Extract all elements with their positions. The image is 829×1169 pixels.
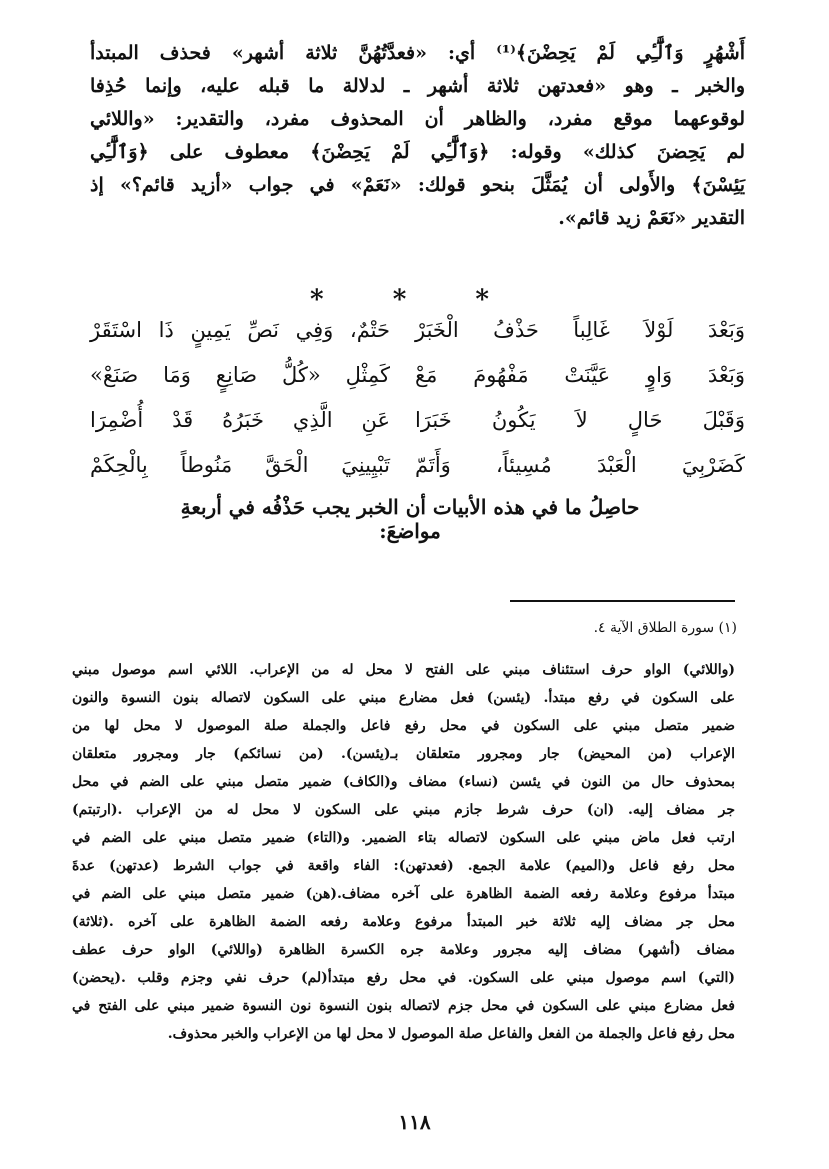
- poem-verse-first-half: وَقَبْلَ حَالٍ لاَ يَكُونُ خَبَرَا: [415, 408, 745, 432]
- annotation-line: (واللائي) الواو حرف استئناف مبني على الفتح لا محل له من الإعراب. اللائي اسم موصول مبني: [72, 662, 735, 678]
- annotation-line: بمحذوف حال من النون في يئسن (نساء) مضاف و(الكاف) ضمير متصل مبني على الضم في محل: [72, 774, 735, 790]
- annotation-line: ضمير متصل مبني على السكون في محل رفع فاعل والجملة صلة الموصول لا محل لها من: [72, 718, 735, 734]
- annotation-line: جر مضاف إليه. (ان) حرف شرط جازم مبني على السكون لا محل له من الإعراب .(ارتبتم): [72, 802, 735, 818]
- footnote: (١) سورة الطلاق الآية ٤.: [593, 620, 737, 636]
- annotation-line: الإعراب (من المحيض) جار ومجرور متعلقان بـ(يئسن). (من نسائكم) جار ومجرور متعلقان: [72, 746, 735, 762]
- poem-verse-first-half: كَضَرْبِيَ الْعَبْدَ مُسِيئاً، وَأَتَمّ: [415, 453, 745, 477]
- footnote-divider: [510, 600, 735, 602]
- main-line: يَئِسْنَ﴾ والأَولى أن يُمَثَّلَ بنحو قولك: «نَعَمْ» في جواب «أزيد قائم؟» إذ: [90, 174, 745, 196]
- annotation-line: محل رفع فاعل و(الميم) علامة الجمع. (فعدتهن): الفاء واقعة في جواب الشرط (عدتهن) عدةَ: [72, 858, 735, 874]
- main-line: التقدير «نَعَمْ زيد قائم».: [558, 207, 745, 229]
- annotation-line: محل رفع فاعل والجملة من الفعل والفاعل صلة الموصول لا محل لها من الإعراب والخبر محذوف.: [167, 1026, 735, 1042]
- main-line: والخبر ـ وهو «فعدتهن ثلاثة أشهر ـ لدلالة ما قبله عليه، وإنما حُذِفا: [90, 75, 745, 97]
- poem-verse-first-half: وَبَعْدَ لَوْلاَ غَالِباً حَذْفُ الْخَبَرْ: [415, 318, 745, 342]
- main-line: لم يَحِضنَ كذلك» وقوله: ﴿وَٱلَّٰٓـِٔي لَمْ يَحِضْنَ﴾ معطوف على ﴿وَٱلَّٰٓـِٔي: [90, 141, 745, 163]
- poem-verse-first-half: وَبَعْدَ وَاوٍ عَيَّنَتْ مَفْهُومَ مَعْ: [415, 363, 745, 387]
- poem-verse-second-half: حَتْمٌ، وَفِي نَصِّ يَمِينٍ ذَا اسْتَقَرْ: [90, 318, 390, 342]
- annotation-line: مبتدأ مرفوع وعلامة رفعه الضمة الظاهرة على آخره مضاف.(هن) ضمير متصل مبني على الضم في: [72, 886, 735, 902]
- annotation-line: على السكون في رفع مبتدأ. (يئسن) فعل مضارع مبني على السكون لاتصاله بنون النسوة والنون: [72, 690, 735, 706]
- annotation-line: فعل مضارع مبني على السكون في محل جزم لاتصاله بنون النسوة نون النسوة ضمير مبني على الفتح في: [72, 998, 735, 1014]
- main-line: أَشْهُرٍ وَٱلَّٰٓـِٔي لَمْ يَحِضْنَ﴾⁽¹⁾ أي: «فعدَّتُهُنَّ ثلاثة أشهر» فحذف المبتدأ: [90, 42, 745, 64]
- poem-verse-second-half: كَمِثْلِ «كُلُّ صَانِعٍ وَمَا صَنَعْ»: [90, 363, 390, 387]
- main-line: لوقوعهما موقع مفرد، والظاهر أن المحذوف مفرد، والتقدير: «واللائي: [90, 108, 745, 130]
- annotation-line: ارتب فعل ماض مبني على السكون لاتصاله بتاء الضمير. و(التاء) ضمير متصل مبني على الضم في: [72, 830, 735, 846]
- poem-verse-second-half: عَنِ الَّذِي خَبَرُهُ قَدْ أُضْمِرَا: [90, 408, 390, 432]
- section-separator: * * *: [310, 285, 519, 315]
- summary-line: حاصِلُ ما في هذه الأبيات أن الخبر يجب حَذْفُه في أربعةِ مواضعَ:: [180, 495, 640, 543]
- annotation-line: مضاف (أشهر) مضاف إليه مجرور وعلامة جره الكسرة الظاهرة (واللائي) الواو حرف عطف: [72, 942, 735, 958]
- poem-verse-second-half: تَبْيِينِيَ الْحَقَّ مَنُوطاً بِالْحِكَمْ: [90, 453, 390, 477]
- annotation-line: (التي) اسم موصول مبني على السكون. في محل رفع مبتدأ(لم) حرف نفي وجزم وقلب .(يحضن): [72, 970, 735, 986]
- annotation-line: محل جر مضاف إليه ثلاثة خبر المبتدأ مرفوع وعلامة رفعه الضمة الظاهرة على آخره .(ثلاثة): [72, 914, 735, 930]
- page-number: ١١٨: [398, 1110, 431, 1134]
